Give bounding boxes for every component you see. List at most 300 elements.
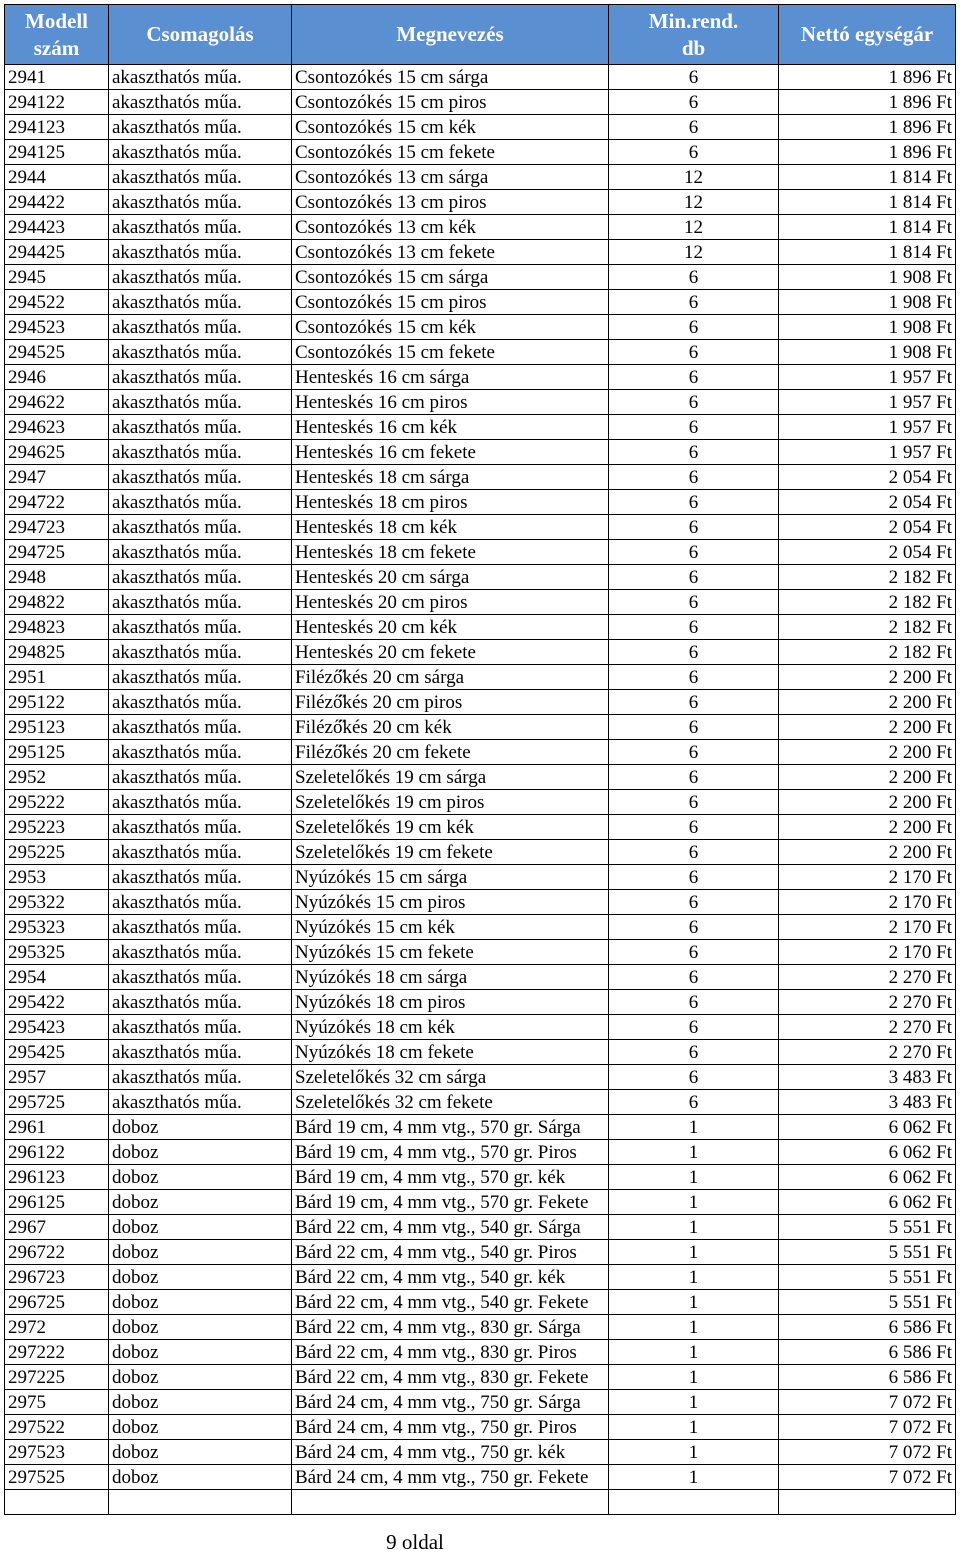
- cell-price: 2 054 Ft: [779, 465, 956, 490]
- table-row: [5, 65, 956, 90]
- cell-name: Henteskés 16 cm sárga: [292, 365, 609, 390]
- cell-name: Bárd 19 cm, 4 mm vtg., 570 gr. kék: [292, 1165, 609, 1190]
- cell-model-number: 296723: [5, 1265, 109, 1290]
- cell-packaging: akaszthatós műa.: [109, 140, 292, 165]
- cell-min-order: 12: [609, 240, 779, 265]
- cell-packaging: akaszthatós műa.: [109, 190, 292, 215]
- cell-model-number: 295325: [5, 940, 109, 965]
- cell-model-number: 294825: [5, 640, 109, 665]
- table-row: [5, 1465, 956, 1490]
- header-net-unit-price: Nettó egységár: [779, 5, 956, 65]
- header-minorder-line2: db: [681, 35, 706, 60]
- cell-name: Henteskés 18 cm kék: [292, 515, 609, 540]
- cell-min-order: 6: [609, 840, 779, 865]
- cell-min-order: 6: [609, 365, 779, 390]
- cell-packaging: doboz: [109, 1215, 292, 1240]
- cell-name: Szeletelőkés 19 cm kék: [292, 815, 609, 840]
- cell-packaging: akaszthatós műa.: [109, 940, 292, 965]
- table-row: [5, 565, 956, 590]
- cell-name: Bárd 19 cm, 4 mm vtg., 570 gr. Piros: [292, 1140, 609, 1165]
- cell-model-number: 294122: [5, 90, 109, 115]
- table-row: [5, 640, 956, 665]
- table-row: [5, 1315, 956, 1340]
- cell-packaging: akaszthatós műa.: [109, 290, 292, 315]
- cell-model-number: 2975: [5, 1390, 109, 1415]
- cell-packaging: akaszthatós műa.: [109, 65, 292, 90]
- cell-name: Csontozókés 15 cm fekete: [292, 340, 609, 365]
- header-packaging: Csomagolás: [109, 5, 292, 65]
- table-row: [5, 740, 956, 765]
- cell-min-order: 12: [609, 215, 779, 240]
- cell-price: 6 586 Ft: [779, 1340, 956, 1365]
- cell-model-number: 2972: [5, 1315, 109, 1340]
- table-row: [5, 1215, 956, 1240]
- table-row: [5, 590, 956, 615]
- cell-min-order: 6: [609, 940, 779, 965]
- cell-packaging: akaszthatós műa.: [109, 815, 292, 840]
- table-row: [5, 865, 956, 890]
- table-row: [5, 440, 956, 465]
- cell-min-order: 6: [609, 1090, 779, 1115]
- cell-name: Bárd 22 cm, 4 mm vtg., 830 gr. Fekete: [292, 1365, 609, 1390]
- cell-price: 6 586 Ft: [779, 1365, 956, 1390]
- cell-price: 2 270 Ft: [779, 1040, 956, 1065]
- cell-min-order: 6: [609, 140, 779, 165]
- cell-price: 7 072 Ft: [779, 1390, 956, 1415]
- cell-min-order: 1: [609, 1215, 779, 1240]
- cell-model-number: 2952: [5, 765, 109, 790]
- cell-name: Szeletelőkés 32 cm fekete: [292, 1090, 609, 1115]
- cell-min-order: 6: [609, 390, 779, 415]
- cell-packaging: akaszthatós műa.: [109, 1040, 292, 1065]
- cell-model-number: 296122: [5, 1140, 109, 1165]
- cell-name: Henteskés 18 cm piros: [292, 490, 609, 515]
- cell-model-number: 295425: [5, 1040, 109, 1065]
- cell-name: Filéző̋kés 20 cm sárga: [292, 665, 609, 690]
- table-row: [5, 940, 956, 965]
- cell-min-order: 6: [609, 865, 779, 890]
- cell-model-number: 295422: [5, 990, 109, 1015]
- empty-cell: [292, 1490, 609, 1515]
- cell-min-order: 6: [609, 115, 779, 140]
- table-row: [5, 1265, 956, 1290]
- cell-name: Henteskés 20 cm piros: [292, 590, 609, 615]
- cell-min-order: 1: [609, 1340, 779, 1365]
- cell-price: 2 182 Ft: [779, 590, 956, 615]
- table-row: [5, 965, 956, 990]
- table-row: [5, 1115, 956, 1140]
- cell-min-order: 6: [609, 265, 779, 290]
- cell-packaging: doboz: [109, 1190, 292, 1215]
- cell-model-number: 2948: [5, 565, 109, 590]
- table-row: [5, 515, 956, 540]
- cell-name: Bárd 22 cm, 4 mm vtg., 540 gr. Fekete: [292, 1290, 609, 1315]
- cell-model-number: 294123: [5, 115, 109, 140]
- cell-price: 6 062 Ft: [779, 1190, 956, 1215]
- cell-packaging: akaszthatós műa.: [109, 365, 292, 390]
- cell-price: 2 200 Ft: [779, 665, 956, 690]
- cell-packaging: akaszthatós műa.: [109, 890, 292, 915]
- cell-min-order: 6: [609, 640, 779, 665]
- cell-packaging: doboz: [109, 1240, 292, 1265]
- cell-price: 1 896 Ft: [779, 140, 956, 165]
- cell-model-number: 295222: [5, 790, 109, 815]
- cell-packaging: akaszthatós műa.: [109, 740, 292, 765]
- cell-min-order: 1: [609, 1415, 779, 1440]
- table-row: [5, 1165, 956, 1190]
- cell-packaging: akaszthatós műa.: [109, 865, 292, 890]
- cell-min-order: 6: [609, 740, 779, 765]
- table-row: [5, 840, 956, 865]
- header-minorder-line1: Min.rend.: [648, 8, 739, 33]
- cell-price: 2 182 Ft: [779, 615, 956, 640]
- cell-min-order: 6: [609, 315, 779, 340]
- table-row: [5, 415, 956, 440]
- cell-model-number: 294423: [5, 215, 109, 240]
- cell-model-number: 2967: [5, 1215, 109, 1240]
- cell-packaging: akaszthatós műa.: [109, 765, 292, 790]
- empty-cell: [609, 1490, 779, 1515]
- empty-cell: [109, 1490, 292, 1515]
- cell-model-number: 2944: [5, 165, 109, 190]
- cell-min-order: 6: [609, 690, 779, 715]
- cell-model-number: 296125: [5, 1190, 109, 1215]
- cell-packaging: doboz: [109, 1415, 292, 1440]
- cell-price: 2 054 Ft: [779, 490, 956, 515]
- table-row: [5, 1040, 956, 1065]
- cell-name: Csontozókés 15 cm piros: [292, 290, 609, 315]
- cell-packaging: akaszthatós műa.: [109, 640, 292, 665]
- cell-name: Henteskés 20 cm sárga: [292, 565, 609, 590]
- table-row: [5, 690, 956, 715]
- cell-price: 2 270 Ft: [779, 990, 956, 1015]
- cell-name: Henteskés 18 cm fekete: [292, 540, 609, 565]
- cell-price: 1 957 Ft: [779, 365, 956, 390]
- cell-packaging: akaszthatós műa.: [109, 540, 292, 565]
- cell-packaging: akaszthatós műa.: [109, 340, 292, 365]
- cell-min-order: 6: [609, 65, 779, 90]
- cell-price: 2 182 Ft: [779, 640, 956, 665]
- table-row: [5, 340, 956, 365]
- cell-min-order: 6: [609, 990, 779, 1015]
- cell-packaging: akaszthatós műa.: [109, 390, 292, 415]
- cell-name: Bárd 19 cm, 4 mm vtg., 570 gr. Sárga: [292, 1115, 609, 1140]
- cell-model-number: 294523: [5, 315, 109, 340]
- cell-name: Bárd 24 cm, 4 mm vtg., 750 gr. Sárga: [292, 1390, 609, 1415]
- cell-price: 7 072 Ft: [779, 1465, 956, 1490]
- cell-price: 2 170 Ft: [779, 865, 956, 890]
- cell-model-number: 294525: [5, 340, 109, 365]
- cell-price: 5 551 Ft: [779, 1240, 956, 1265]
- cell-price: 2 200 Ft: [779, 765, 956, 790]
- cell-price: 2 170 Ft: [779, 940, 956, 965]
- cell-min-order: 6: [609, 515, 779, 540]
- cell-name: Bárd 24 cm, 4 mm vtg., 750 gr. kék: [292, 1440, 609, 1465]
- cell-packaging: doboz: [109, 1365, 292, 1390]
- cell-model-number: 2961: [5, 1115, 109, 1140]
- cell-packaging: akaszthatós műa.: [109, 315, 292, 340]
- cell-model-number: 2941: [5, 65, 109, 90]
- cell-model-number: 2953: [5, 865, 109, 890]
- table-row: [5, 215, 956, 240]
- cell-model-number: 295725: [5, 1090, 109, 1115]
- cell-name: Filéző̋kés 20 cm kék: [292, 715, 609, 740]
- cell-price: 5 551 Ft: [779, 1215, 956, 1240]
- cell-name: Csontozókés 15 cm kék: [292, 315, 609, 340]
- cell-model-number: 297225: [5, 1365, 109, 1390]
- cell-packaging: akaszthatós műa.: [109, 790, 292, 815]
- cell-model-number: 295123: [5, 715, 109, 740]
- cell-model-number: 295122: [5, 690, 109, 715]
- cell-min-order: 6: [609, 1040, 779, 1065]
- cell-min-order: 1: [609, 1465, 779, 1490]
- cell-model-number: 294422: [5, 190, 109, 215]
- header-model-line2: szám: [33, 35, 80, 60]
- cell-name: Henteskés 16 cm fekete: [292, 440, 609, 465]
- cell-packaging: doboz: [109, 1440, 292, 1465]
- cell-packaging: akaszthatós műa.: [109, 615, 292, 640]
- cell-packaging: doboz: [109, 1315, 292, 1340]
- cell-model-number: 2945: [5, 265, 109, 290]
- cell-min-order: 6: [609, 490, 779, 515]
- cell-name: Filéző̋kés 20 cm fekete: [292, 740, 609, 765]
- table-row: [5, 140, 956, 165]
- page-number: 9 oldal: [386, 1530, 444, 1554]
- table-row: [5, 790, 956, 815]
- cell-name: Szeletelőkés 19 cm sárga: [292, 765, 609, 790]
- cell-price: 6 062 Ft: [779, 1140, 956, 1165]
- cell-price: 7 072 Ft: [779, 1440, 956, 1465]
- cell-min-order: 6: [609, 915, 779, 940]
- cell-name: Henteskés 18 cm sárga: [292, 465, 609, 490]
- cell-name: Nyúzókés 18 cm kék: [292, 1015, 609, 1040]
- cell-model-number: 296725: [5, 1290, 109, 1315]
- cell-price: 6 586 Ft: [779, 1315, 956, 1340]
- cell-min-order: 12: [609, 190, 779, 215]
- cell-packaging: akaszthatós műa.: [109, 440, 292, 465]
- cell-name: Bárd 19 cm, 4 mm vtg., 570 gr. Fekete: [292, 1190, 609, 1215]
- cell-price: 6 062 Ft: [779, 1115, 956, 1140]
- cell-price: 2 200 Ft: [779, 815, 956, 840]
- cell-min-order: 6: [609, 440, 779, 465]
- cell-model-number: 294725: [5, 540, 109, 565]
- cell-packaging: akaszthatós műa.: [109, 240, 292, 265]
- table-row: [5, 615, 956, 640]
- cell-price: 2 054 Ft: [779, 515, 956, 540]
- cell-min-order: 1: [609, 1290, 779, 1315]
- cell-model-number: 297522: [5, 1415, 109, 1440]
- header-model-number: [5, 5, 109, 65]
- cell-model-number: 294125: [5, 140, 109, 165]
- table-body: [5, 65, 956, 1515]
- cell-packaging: akaszthatós műa.: [109, 490, 292, 515]
- cell-name: Nyúzókés 15 cm fekete: [292, 940, 609, 965]
- table-row: [5, 1065, 956, 1090]
- cell-price: 2 054 Ft: [779, 540, 956, 565]
- cell-packaging: akaszthatós műa.: [109, 515, 292, 540]
- table-row: [5, 990, 956, 1015]
- cell-packaging: doboz: [109, 1115, 292, 1140]
- cell-packaging: doboz: [109, 1465, 292, 1490]
- cell-model-number: 2946: [5, 365, 109, 390]
- cell-price: 2 270 Ft: [779, 965, 956, 990]
- cell-packaging: akaszthatós műa.: [109, 265, 292, 290]
- cell-name: Nyúzókés 18 cm fekete: [292, 1040, 609, 1065]
- cell-packaging: akaszthatós műa.: [109, 715, 292, 740]
- table-row: [5, 290, 956, 315]
- cell-name: Henteskés 16 cm kék: [292, 415, 609, 440]
- cell-name: Csontozókés 13 cm kék: [292, 215, 609, 240]
- cell-model-number: 295125: [5, 740, 109, 765]
- cell-model-number: 294522: [5, 290, 109, 315]
- table-row: [5, 1290, 956, 1315]
- cell-name: Bárd 22 cm, 4 mm vtg., 830 gr. Piros: [292, 1340, 609, 1365]
- cell-model-number: 296123: [5, 1165, 109, 1190]
- cell-name: Nyúzókés 15 cm sárga: [292, 865, 609, 890]
- table-row: [5, 115, 956, 140]
- cell-price: 5 551 Ft: [779, 1265, 956, 1290]
- cell-price: 1 896 Ft: [779, 115, 956, 140]
- cell-price: 2 200 Ft: [779, 790, 956, 815]
- table-row: [5, 165, 956, 190]
- cell-price: 2 200 Ft: [779, 740, 956, 765]
- header-row: [5, 5, 956, 65]
- cell-price: 1 814 Ft: [779, 215, 956, 240]
- cell-model-number: 297525: [5, 1465, 109, 1490]
- cell-packaging: akaszthatós műa.: [109, 465, 292, 490]
- table-row: [5, 1390, 956, 1415]
- cell-price: 1 896 Ft: [779, 65, 956, 90]
- cell-min-order: 6: [609, 790, 779, 815]
- cell-model-number: 295225: [5, 840, 109, 865]
- table-row: [5, 1340, 956, 1365]
- table-row: [5, 1365, 956, 1390]
- cell-name: Henteskés 20 cm kék: [292, 615, 609, 640]
- cell-name: Bárd 24 cm, 4 mm vtg., 750 gr. Piros: [292, 1415, 609, 1440]
- header-min-order: [609, 5, 779, 65]
- cell-min-order: 6: [609, 565, 779, 590]
- cell-packaging: akaszthatós műa.: [109, 1090, 292, 1115]
- cell-packaging: akaszthatós műa.: [109, 840, 292, 865]
- cell-price: 2 200 Ft: [779, 690, 956, 715]
- cell-name: Bárd 22 cm, 4 mm vtg., 830 gr. Sárga: [292, 1315, 609, 1340]
- table-row: [5, 90, 956, 115]
- cell-price: 1 957 Ft: [779, 415, 956, 440]
- cell-packaging: akaszthatós műa.: [109, 165, 292, 190]
- header-name: Megnevezés: [292, 5, 609, 65]
- cell-packaging: doboz: [109, 1290, 292, 1315]
- cell-name: Bárd 22 cm, 4 mm vtg., 540 gr. kék: [292, 1265, 609, 1290]
- cell-name: Henteskés 20 cm fekete: [292, 640, 609, 665]
- cell-min-order: 1: [609, 1190, 779, 1215]
- cell-name: Szeletelőkés 19 cm piros: [292, 790, 609, 815]
- table-row: [5, 190, 956, 215]
- empty-table-row: [5, 1490, 956, 1515]
- cell-price: 2 182 Ft: [779, 565, 956, 590]
- table-row: [5, 1240, 956, 1265]
- cell-price: 1 896 Ft: [779, 90, 956, 115]
- cell-min-order: 6: [609, 765, 779, 790]
- cell-packaging: akaszthatós műa.: [109, 415, 292, 440]
- cell-model-number: 294622: [5, 390, 109, 415]
- cell-price: 1 908 Ft: [779, 265, 956, 290]
- cell-name: Csontozókés 15 cm piros: [292, 90, 609, 115]
- cell-model-number: 294723: [5, 515, 109, 540]
- cell-packaging: akaszthatós műa.: [109, 690, 292, 715]
- table-row: [5, 490, 956, 515]
- cell-model-number: 2951: [5, 665, 109, 690]
- table-row: [5, 915, 956, 940]
- cell-min-order: 12: [609, 165, 779, 190]
- cell-name: Nyúzókés 15 cm piros: [292, 890, 609, 915]
- cell-packaging: akaszthatós műa.: [109, 215, 292, 240]
- cell-price: 3 483 Ft: [779, 1090, 956, 1115]
- cell-packaging: akaszthatós műa.: [109, 1065, 292, 1090]
- cell-price: 5 551 Ft: [779, 1290, 956, 1315]
- cell-name: Bárd 24 cm, 4 mm vtg., 750 gr. Fekete: [292, 1465, 609, 1490]
- table-row: [5, 315, 956, 340]
- cell-packaging: doboz: [109, 1165, 292, 1190]
- cell-price: 1 814 Ft: [779, 165, 956, 190]
- cell-min-order: 1: [609, 1140, 779, 1165]
- cell-model-number: 2947: [5, 465, 109, 490]
- cell-packaging: akaszthatós műa.: [109, 1015, 292, 1040]
- cell-min-order: 6: [609, 815, 779, 840]
- cell-name: Szeletelőkés 19 cm fekete: [292, 840, 609, 865]
- cell-packaging: doboz: [109, 1390, 292, 1415]
- table-row: [5, 240, 956, 265]
- table-row: [5, 890, 956, 915]
- table-row: [5, 465, 956, 490]
- cell-name: Csontozókés 13 cm sárga: [292, 165, 609, 190]
- header-model-line1: Modell: [25, 8, 88, 33]
- cell-name: Csontozókés 15 cm kék: [292, 115, 609, 140]
- cell-model-number: 294722: [5, 490, 109, 515]
- cell-packaging: akaszthatós műa.: [109, 115, 292, 140]
- cell-name: Filéző̋kés 20 cm piros: [292, 690, 609, 715]
- table-row: [5, 1190, 956, 1215]
- cell-model-number: 295322: [5, 890, 109, 915]
- table-row: [5, 265, 956, 290]
- table-row: [5, 1440, 956, 1465]
- cell-packaging: akaszthatós műa.: [109, 90, 292, 115]
- cell-min-order: 1: [609, 1390, 779, 1415]
- cell-min-order: 6: [609, 540, 779, 565]
- cell-model-number: 295223: [5, 815, 109, 840]
- cell-price: 2 170 Ft: [779, 890, 956, 915]
- cell-name: Csontozókés 15 cm fekete: [292, 140, 609, 165]
- cell-price: 1 814 Ft: [779, 190, 956, 215]
- cell-model-number: 297222: [5, 1340, 109, 1365]
- cell-min-order: 1: [609, 1240, 779, 1265]
- cell-min-order: 1: [609, 1265, 779, 1290]
- cell-price: 2 200 Ft: [779, 840, 956, 865]
- cell-min-order: 6: [609, 465, 779, 490]
- cell-name: Bárd 22 cm, 4 mm vtg., 540 gr. Sárga: [292, 1215, 609, 1240]
- cell-min-order: 1: [609, 1315, 779, 1340]
- cell-name: Nyúzókés 15 cm kék: [292, 915, 609, 940]
- cell-price: 6 062 Ft: [779, 1165, 956, 1190]
- cell-packaging: akaszthatós műa.: [109, 990, 292, 1015]
- cell-name: Bárd 22 cm, 4 mm vtg., 540 gr. Piros: [292, 1240, 609, 1265]
- cell-name: Szeletelőkés 32 cm sárga: [292, 1065, 609, 1090]
- cell-packaging: akaszthatós műa.: [109, 565, 292, 590]
- cell-model-number: 2954: [5, 965, 109, 990]
- price-table: [4, 4, 956, 1515]
- cell-min-order: 6: [609, 615, 779, 640]
- cell-model-number: 294623: [5, 415, 109, 440]
- cell-min-order: 6: [609, 415, 779, 440]
